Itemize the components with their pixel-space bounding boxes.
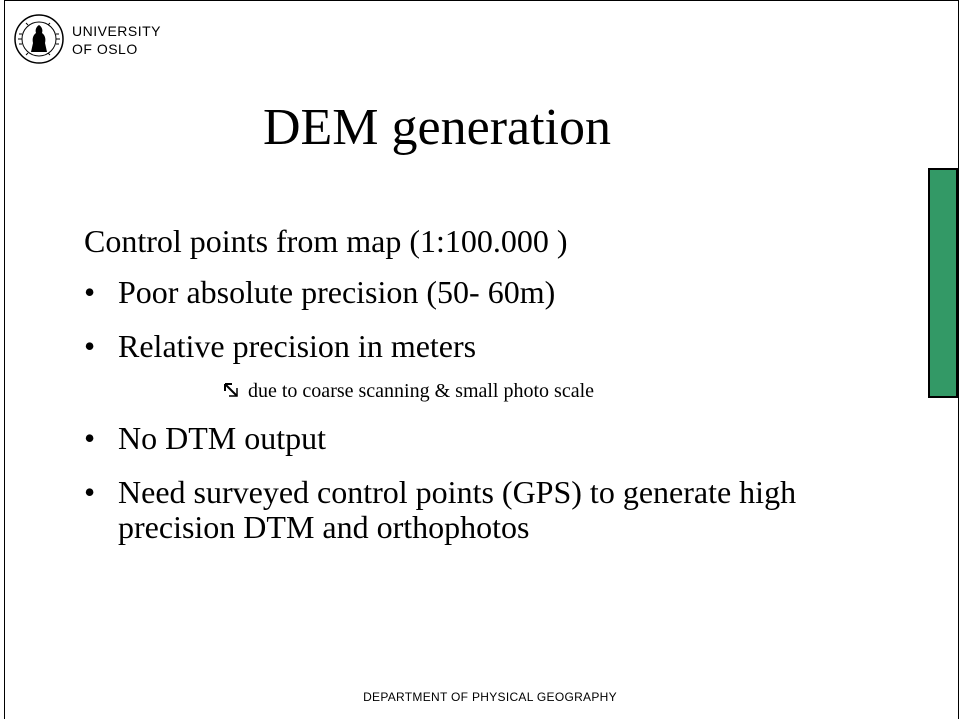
university-name-line2: OF OSLO: [72, 41, 138, 57]
university-name: [72, 22, 161, 58]
slide-title: DEM generation: [262, 99, 611, 156]
arrow-icon: [222, 381, 240, 399]
university-name-line1: UNIVERSITY: [72, 23, 162, 39]
sub-note: [84, 378, 904, 404]
bullet-item: [84, 275, 904, 310]
university-seal-icon: [14, 14, 64, 64]
bullet-item: [84, 329, 904, 364]
bullet-marker: •: [84, 474, 96, 510]
bullet-text: Need surveyed control points (GPS) to generate high precision DTM and orthophotos: [118, 474, 797, 545]
bullet-text: Poor absolute precision (50- 60m): [118, 274, 556, 310]
bullet-text: No DTM output: [118, 420, 326, 456]
bullet-marker: •: [84, 420, 96, 456]
accent-tab: [928, 168, 958, 398]
slide-content: [84, 219, 904, 564]
bullet-marker: •: [84, 328, 96, 364]
bullet-list: [84, 275, 904, 545]
sub-note-text: due to coarse scanning & small photo scale: [248, 380, 595, 402]
bullet-item: [84, 421, 904, 456]
intro-line: Control points from map (1:100.000 ): [84, 223, 568, 259]
bullet-item: [84, 475, 904, 545]
bullet-text: Relative precision in meters: [118, 328, 477, 364]
bullet-marker: •: [84, 274, 96, 310]
footer-department: DEPARTMENT OF PHYSICAL GEOGRAPHY: [363, 690, 617, 704]
